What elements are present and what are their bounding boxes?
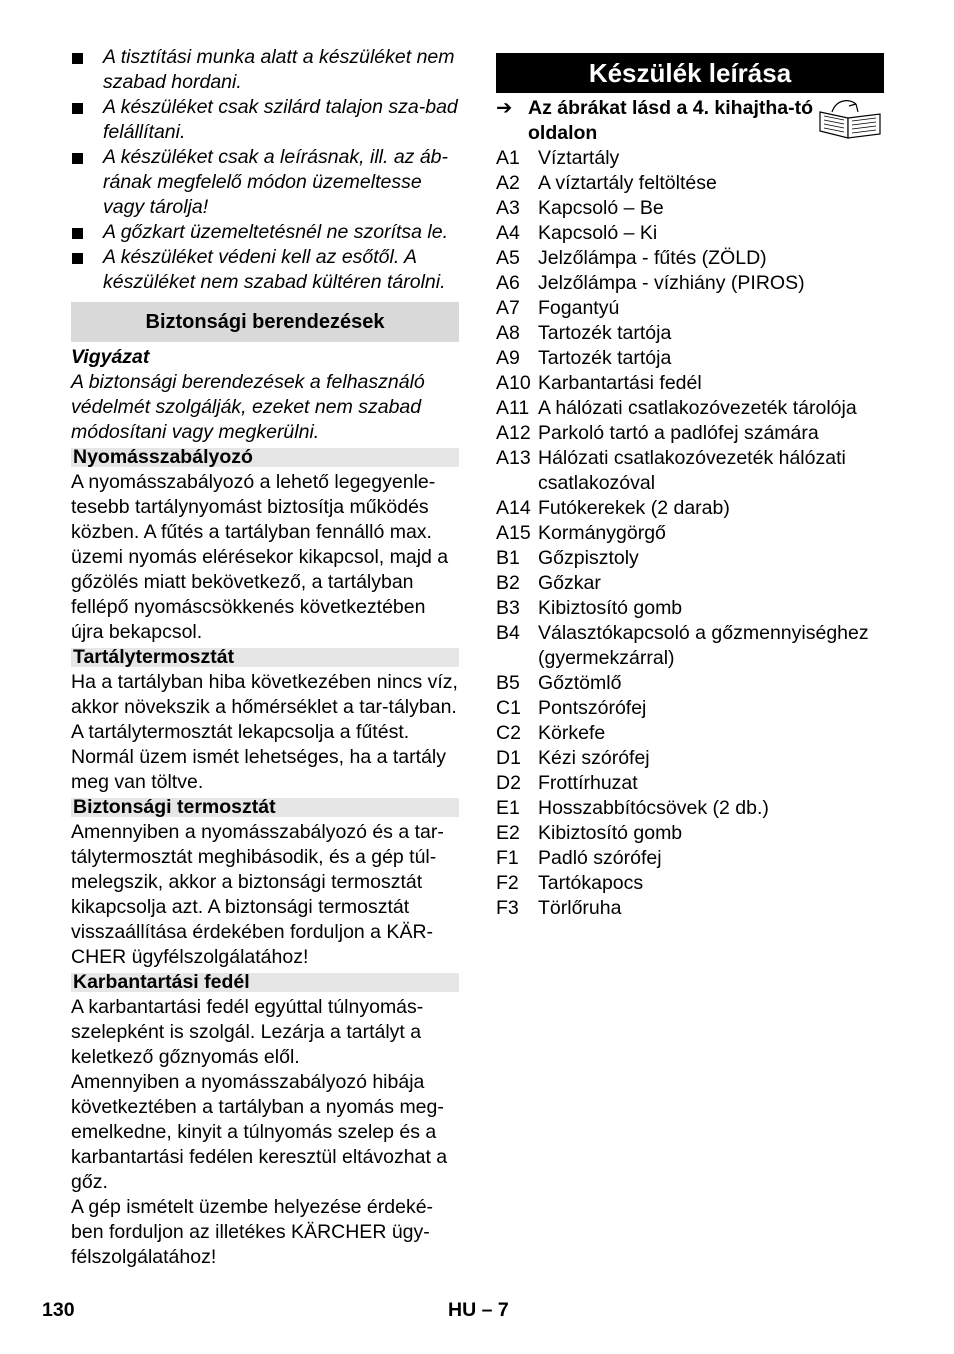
list-item: F3 Törlőruha: [496, 897, 622, 919]
warning-title: Vigyázat: [71, 346, 150, 368]
list-item: A6 Jelzőlámpa - vízhiány (PIROS): [496, 272, 805, 294]
list-item: E1 Hosszabbítócsövek (2 db.): [496, 797, 769, 819]
bullet-item: A készüléket csak szilárd talajon sza-bad felállítani.: [71, 95, 459, 145]
list-item: A7 Fogantyú: [496, 297, 620, 319]
list-item: A1 Víztartály: [496, 147, 620, 169]
arrow-icon: ➔: [496, 97, 513, 119]
list-item: C1 Pontszórófej: [496, 697, 647, 719]
paragraph: Ha a tartályban hiba következében nincs víz, akkor növekszik a hőmérséklet a tar-tályban. A tartálytermosztát lekapcsolja a fűtést. Normál üzem ismét lehetséges, ha a tartály meg van töltve.: [71, 671, 458, 793]
list-item: A4 Kapcsoló – Ki: [496, 222, 658, 244]
list-item: A3 Kapcsoló – Be: [496, 197, 664, 219]
language-page-label: HU – 7: [448, 1299, 509, 1321]
paragraph: A gép ismételt üzembe helyezése érdeké-ben forduljon az illetékes KÄRCHER ügy-félszolgálatához!: [71, 1196, 434, 1268]
list-item: A15 Kormánygörgő: [496, 522, 666, 544]
bullet-list: [71, 45, 459, 295]
bullet-item: A készüléket védeni kell az esőtől. A készüléket nem szabad kültéren tárolni.: [71, 245, 459, 295]
list-item: F1 Padló szórófej: [496, 847, 662, 869]
list-item: A12 Parkoló tartó a padlófej számára: [496, 422, 819, 444]
list-item: A9 Tartozék tartója: [496, 347, 672, 369]
list-item: B4 Választókapcsoló a gőzmennyiséghez (gyermekzárral): [496, 622, 869, 669]
subheading-tank-thermostat: Tartálytermosztát: [71, 648, 459, 667]
list-item: A8 Tartozék tartója: [496, 322, 672, 344]
list-item: A13 Hálózati csatlakozóvezeték hálózati csatlakozóval: [496, 447, 846, 494]
list-item: D1 Kézi szórófej: [496, 747, 650, 769]
fold-out-page-icon: [818, 98, 884, 140]
subheading-pressure-regulator: Nyomásszabályozó: [71, 448, 459, 467]
list-item: F2 Tartókapocs: [496, 872, 644, 894]
bullet-item: A készüléket csak a leírásnak, ill. az áb-rának megfelelő módon üzemeltesse vagy tárolja!: [71, 145, 459, 220]
figure-reference: [496, 96, 884, 146]
subheading-maintenance-cover: Karbantartási fedél: [71, 973, 459, 992]
bullet-item: A gőzkart üzemeltetésnél ne szorítsa le.: [71, 220, 459, 245]
list-item: A10 Karbantartási fedél: [496, 372, 702, 394]
list-item: B2 Gőzkar: [496, 572, 601, 594]
paragraph: Amennyiben a nyomásszabályozó hibája következtében a tartályban a nyomás meg-emelkedne, kinyit a túlnyomás szelep és a karbantartási fedélen keresztül eltávozhat a gőz.: [71, 1071, 448, 1193]
list-item: A2 A víztartály feltöltése: [496, 172, 717, 194]
paragraph: A karbantartási fedél egyúttal túlnyomás-szelepként is szolgál. Lezárja a tartályt a keletkező gőznyomás elől.: [71, 996, 424, 1068]
figure-reference-text: Az ábrákat lásd a 4. kihajtha-tó oldalon: [528, 97, 814, 144]
device-description-title: Készülék leírása: [496, 53, 884, 93]
left-column: [71, 45, 459, 1270]
list-item: B5 Gőztömlő: [496, 672, 622, 694]
list-item: E2 Kibiztosító gomb: [496, 822, 683, 844]
list-item: A14 Futókerekek (2 darab): [496, 497, 730, 519]
list-item: A11 A hálózati csatlakozóvezeték tárolója: [496, 397, 857, 419]
subheading-safety-thermostat: Biztonsági termosztát: [71, 798, 459, 817]
list-item: C2 Körkefe: [496, 722, 606, 744]
warning-text: A biztonsági berendezések a felhasználó védelmét szolgálják, ezeket nem szabad módosítani vagy megkerülni.: [71, 371, 425, 443]
safety-section-title: Biztonsági berendezések: [71, 302, 459, 342]
list-item: B3 Kibiztosító gomb: [496, 597, 683, 619]
right-column: [496, 53, 884, 921]
list-item: A5 Jelzőlámpa - fűtés (ZÖLD): [496, 247, 767, 269]
list-item: D2 Frottírhuzat: [496, 772, 638, 794]
paragraph: A nyomásszabályozó a lehető legegyenle-tesebb tartálynyomást biztosítja működés közben. A fűtés a tartályban fennálló max. üzemi nyomás elérésekor kikapcsol, majd a gőzölés miatt bekövetkező, a tartályban fellépő nyomáscsökkenés következtében újra bekapcsol.: [71, 471, 449, 643]
list-item: B1 Gőzpisztoly: [496, 547, 639, 569]
parts-list: [496, 146, 884, 921]
bullet-item: A tisztítási munka alatt a készüléket nem szabad hordani.: [71, 45, 459, 95]
page-number: 130: [42, 1299, 75, 1321]
paragraph: Amennyiben a nyomásszabályozó és a tar-tálytermosztát meghibásodik, és a gép túl-melegszik, akkor a biztonsági termosztát kikapcsolja azt. A biztonsági termosztát visszaállítása érdekében forduljon a KÄR-CHER ügyfélszolgálatához!: [71, 821, 444, 968]
